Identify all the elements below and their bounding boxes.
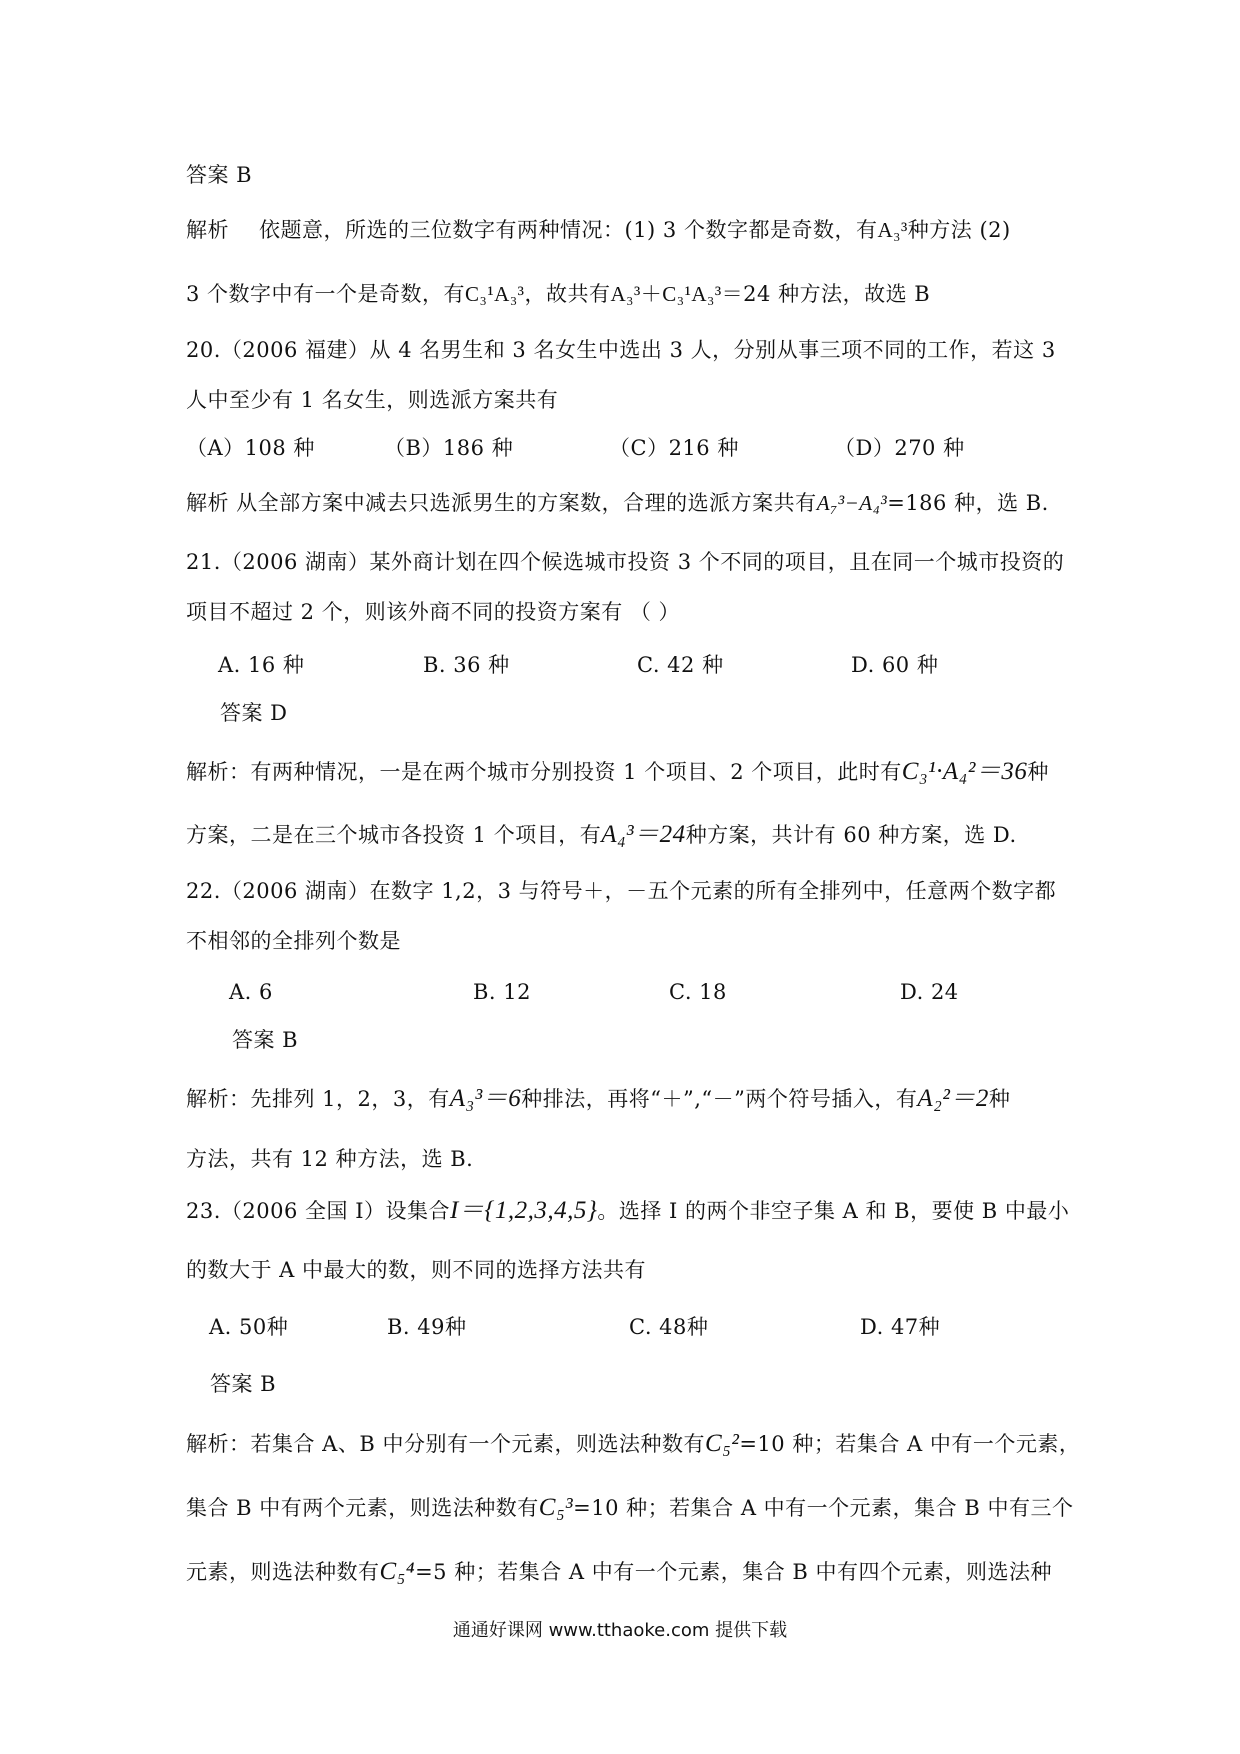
analysis-line: 集合 B 中有两个元素，则选法种数有C₅³=10 种；若集合 A 中有一个元素，集合 B 中有三个 [186,1494,1074,1521]
page-footer: 通通好课网 www.tthaoke.com 提供下载 [452,1620,788,1641]
option-d: D. 60 种 [851,653,939,677]
answer-line: 答案 B [186,163,253,187]
math-expression: A₃³ [877,218,908,242]
math-expression: C₅² [704,1430,740,1457]
math-expression: A₃³＝6 [449,1085,522,1112]
math-expression: A₃³＋C₃¹A₃³ [610,282,722,306]
answer-line: 答案 B [232,1028,299,1052]
option-a: （A）108 种 [186,436,315,460]
math-expression: A₇³−A₄³ [816,491,888,515]
analysis-label: 解析 [186,218,229,242]
option-a: A. 16 种 [218,653,305,677]
math-expression: I＝{1,2,3,4,5} [450,1197,598,1224]
question-stem: 不相邻的全排列个数是 [186,929,401,953]
analysis-line: 解析：若集合 A、B 中分别有一个元素，则选法种数有C₅²=10 种；若集合 A 中有一个元素， [186,1430,1081,1457]
analysis-line: 元素，则选法种数有C₅⁴=5 种；若集合 A 中有一个元素，集合 B 中有四个元素，则选法种 [186,1558,1052,1585]
analysis-line: 解析 从全部方案中减去只选派男生的方案数，合理的选派方案共有A₇³−A₄³=186 种，选 B. [186,491,1049,515]
math-expression: A₂²＝2 [917,1085,989,1112]
answer-line: 答案 B [210,1372,277,1396]
analysis-line: 3 个数字中有一个是奇数，有C₃¹A₃³，故共有A₃³＋C₃¹A₃³＝24 种方法，故选 B [186,282,931,306]
option-c: C. 42 种 [637,653,724,677]
question-stem: 23.（2006 全国 I）设集合I＝{1,2,3,4,5}。选择 I 的两个非空子集 A 和 B，要使 B 中最小 [186,1197,1070,1224]
option-b: B. 36 种 [423,653,510,677]
option-b: B. 49种 [387,1315,467,1339]
math-expression: C₅⁴ [379,1558,416,1585]
analysis-line: 解析：有两种情况，一是在两个城市分别投资 1 个项目、2 个项目，此时有C₃¹·A₄²＝36种 [186,758,1049,785]
answer-line: 答案 D [220,701,288,725]
math-expression: C₃¹A₃³ [465,282,525,306]
math-expression: C₃¹·A₄²＝36 [901,758,1028,785]
option-b: B. 12 [473,980,532,1004]
question-stem: 的数大于 A 中最大的数，则不同的选择方法共有 [186,1258,647,1282]
option-b: （B）186 种 [384,436,514,460]
question-stem: 人中至少有 1 名女生，则选派方案共有 [186,388,559,412]
analysis-line: 解析：先排列 1，2，3，有A₃³＝6种排法，再将“＋”,“－”两个符号插入，有A₂²＝2种 [186,1085,1011,1112]
option-a: A. 50种 [209,1315,289,1339]
option-a: A. 6 [229,980,273,1004]
option-c: C. 48种 [629,1315,709,1339]
question-stem: 20.（2006 福建）从 4 名男生和 3 名女生中选出 3 人，分别从事三项不同的工作，若这 3 [186,338,1056,362]
question-stem: 21.（2006 湖南）某外商计划在四个候选城市投资 3 个不同的项目，且在同一个城市投资的 [186,550,1065,574]
math-expression: C₅³ [538,1494,574,1521]
option-d: D. 47种 [860,1315,941,1339]
question-stem: 项目不超过 2 个，则该外商不同的投资方案有 （ ） [186,600,681,624]
option-d: D. 24 [900,980,959,1004]
math-expression: A₄³＝24 [601,821,686,848]
analysis-line: 方案，二是在三个城市各投资 1 个项目，有A₄³＝24种方案，共计有 60 种方案，选 D. [186,821,1017,848]
option-c: （C）216 种 [609,436,739,460]
question-stem: 22.（2006 湖南）在数字 1,2，3 与符号＋，－五个元素的所有全排列中，任意两个数字都 [186,879,1057,903]
analysis-line: 方法，共有 12 种方法，选 B. [186,1147,474,1171]
analysis-line: 解析 依题意，所选的三位数字有两种情况：(1) 3 个数字都是奇数，有A₃³种方法 (2) [186,218,1011,242]
option-d: （D）270 种 [834,436,965,460]
option-c: C. 18 [669,980,727,1004]
